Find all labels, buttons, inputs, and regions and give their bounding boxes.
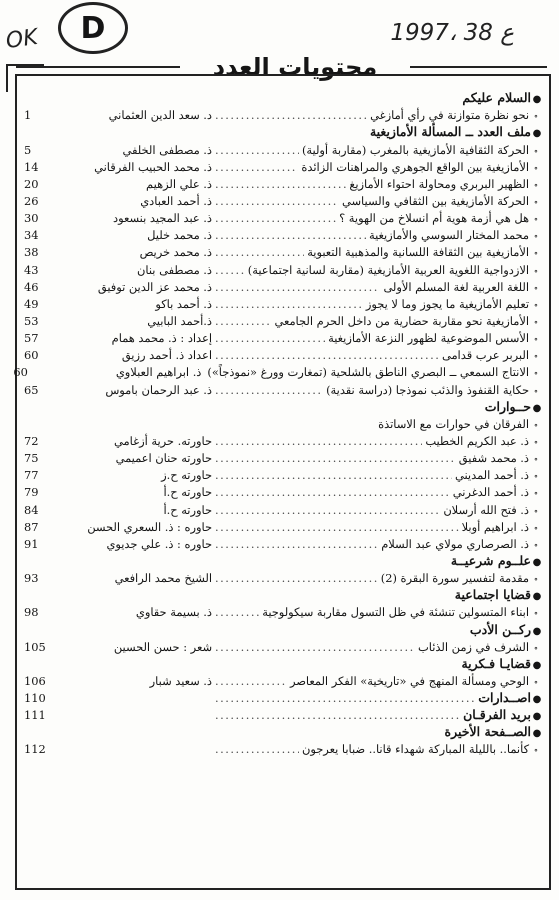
page-number: 14 bbox=[24, 159, 39, 174]
dot-leader bbox=[215, 742, 299, 756]
entry-title: الازدواجية اللغوية العربية الأمازيغية (مقاربة لسانية اجتماعية) bbox=[247, 262, 529, 277]
page-number: 110 bbox=[24, 691, 46, 706]
section-heading-row bbox=[24, 88, 543, 105]
entry-title: الفرقان في حوارات مع الاساتذة bbox=[378, 416, 529, 431]
contents-entry bbox=[24, 139, 543, 156]
section-title: ملف العدد ــ المسألة الأمازيغية bbox=[369, 124, 531, 140]
entry-author: د. سعد الدين العثماني bbox=[108, 108, 212, 123]
entry-title: الحركة الأمازيغية بين الثقافي والسياسي bbox=[342, 193, 529, 208]
bullet-icon: ● bbox=[532, 659, 542, 671]
entry-author: حاورته ح.أ bbox=[163, 502, 212, 517]
entry-title: اللغة العربية لغة المسلم الأولى bbox=[383, 279, 529, 294]
section-title: اصــدارات bbox=[478, 690, 531, 706]
dot-leader bbox=[215, 177, 346, 191]
entry-author: حاوره : ذ. السعري الحسن bbox=[87, 519, 212, 534]
bullet-icon: ∘ bbox=[533, 455, 539, 466]
dot-leader bbox=[215, 537, 378, 551]
section-heading-row bbox=[24, 122, 543, 139]
contents-entry bbox=[24, 105, 543, 122]
entry-title: ذ. أحمد الدغرني bbox=[452, 485, 529, 500]
page-number: 1 bbox=[24, 108, 32, 123]
entry-author: ذ. محمد الحبيب الفرقاني bbox=[94, 159, 212, 174]
entry-author: حاوره : ذ. علي جديوي bbox=[106, 536, 212, 551]
page-number: 87 bbox=[24, 519, 39, 534]
section-heading-row bbox=[24, 705, 543, 722]
page-number: 38 bbox=[24, 245, 39, 260]
entry-author: ذ. عبد الرحمان باموس bbox=[105, 382, 212, 397]
bullet-icon: ● bbox=[532, 128, 542, 140]
section-heading-row bbox=[24, 688, 543, 705]
page-number: 46 bbox=[24, 279, 39, 294]
section-title: بريد الفرقـان bbox=[463, 707, 531, 723]
contents-entry bbox=[13, 362, 543, 380]
bullet-icon: ∘ bbox=[533, 146, 539, 157]
bullet-icon: ∘ bbox=[533, 609, 539, 620]
entry-title: ابناء المتسولين تنشئة في ظل التسول مقاربة سيكولوجية bbox=[262, 605, 529, 620]
dot-leader bbox=[215, 211, 336, 225]
entry-title: تعليم الأمازيغية ما يجوز وما لا يجوز bbox=[365, 296, 529, 311]
circled-letter: D bbox=[80, 10, 106, 46]
page-number: 30 bbox=[24, 211, 39, 226]
entry-title: الانتاج السمعي ــ البصري الناطق بالشلحية (تمغارت وورغ «نموذجاً») bbox=[207, 365, 529, 380]
entry-title: الحركة الثقافية الأمازيغية بالمغرب (مقاربة أولية) bbox=[301, 142, 529, 157]
section-title: قضايـا فـكرية bbox=[461, 655, 531, 671]
dot-leader bbox=[215, 434, 422, 448]
dot-leader bbox=[215, 194, 339, 208]
contents-entry bbox=[24, 602, 543, 619]
handwritten-ok-note: OK bbox=[4, 24, 40, 55]
bullet-icon: ● bbox=[532, 94, 542, 106]
entry-author: ذ. أحمد باكو bbox=[155, 296, 212, 311]
contents-list bbox=[13, 88, 543, 757]
section-title: الصــفحة الأخيرة bbox=[444, 724, 531, 740]
dot-leader bbox=[215, 331, 325, 345]
dot-leader bbox=[215, 314, 271, 328]
contents-entry bbox=[24, 517, 543, 534]
entry-title: ذ. الصرصاري مولاي عبد السلام bbox=[381, 536, 529, 551]
bullet-icon: ∘ bbox=[533, 180, 539, 191]
entry-title: الوحي ومسألة المنهج في «تاريخية» الفكر المعاصر bbox=[289, 673, 529, 688]
contents-entry bbox=[24, 259, 543, 276]
dot-leader bbox=[215, 245, 304, 259]
entry-title: الظهير البربري ومحاولة احتواء الأمازيغ bbox=[349, 176, 529, 191]
bullet-icon: ∘ bbox=[533, 112, 539, 123]
dot-leader bbox=[215, 263, 245, 277]
bullet-icon: ● bbox=[532, 711, 542, 723]
dot-leader bbox=[215, 143, 299, 157]
bullet-icon: ∘ bbox=[533, 489, 539, 500]
bullet-icon: ● bbox=[532, 728, 542, 740]
section-title: علــوم شرعيــة bbox=[450, 552, 531, 568]
contents-entry bbox=[24, 242, 543, 259]
entry-title: مقدمة لتفسير سورة البقرة (2) bbox=[380, 571, 529, 586]
dot-leader bbox=[215, 708, 460, 722]
entry-author: ذ. مصطفى الخلفي bbox=[122, 142, 212, 157]
section-title: ركــن الأدب bbox=[469, 621, 531, 637]
entry-title: البربر عرب قدامى bbox=[441, 348, 529, 363]
contents-entry bbox=[24, 157, 543, 174]
contents-entry bbox=[24, 294, 543, 311]
dot-leader bbox=[215, 451, 456, 465]
page-number: 65 bbox=[24, 382, 39, 397]
page-number: 111 bbox=[24, 708, 46, 723]
dot-leader bbox=[215, 691, 475, 705]
entry-author: ذ. علي الزهيم bbox=[146, 176, 212, 191]
contents-entry bbox=[24, 191, 543, 208]
entry-author: ذ. محمد خريص bbox=[139, 245, 212, 260]
bullet-icon: ● bbox=[532, 694, 542, 706]
page-number: 60 bbox=[24, 348, 39, 363]
dot-leader bbox=[215, 640, 415, 654]
contents-entry bbox=[24, 448, 543, 465]
contents-entry bbox=[24, 671, 543, 688]
bullet-icon: ∘ bbox=[533, 317, 539, 328]
entry-author: ذ. محمد خليل bbox=[147, 228, 212, 243]
section-heading-row bbox=[24, 551, 543, 568]
bullet-icon: ∘ bbox=[533, 249, 539, 260]
bullet-icon: ∘ bbox=[533, 335, 539, 346]
contents-entry bbox=[24, 482, 543, 499]
page-number: 49 bbox=[24, 296, 39, 311]
contents-entry bbox=[24, 637, 543, 654]
bullet-icon: ● bbox=[532, 402, 542, 414]
bullet-icon: ∘ bbox=[533, 437, 539, 448]
dot-leader bbox=[215, 605, 259, 619]
dot-leader bbox=[215, 280, 380, 294]
entry-title: ذ. فتح الله أرسلان bbox=[443, 502, 529, 517]
page-number: 53 bbox=[24, 313, 39, 328]
bullet-icon: ∘ bbox=[533, 575, 539, 586]
entry-author: حاورته. حرية أزغامي bbox=[114, 433, 212, 448]
entry-title: الأمازيغية بين الثقافة اللسانية والمذهبية التعبوية bbox=[307, 245, 529, 260]
page-number: 75 bbox=[24, 451, 39, 466]
dot-leader bbox=[215, 160, 298, 174]
bullet-icon: ∘ bbox=[533, 677, 539, 688]
contents-entry bbox=[24, 431, 543, 448]
entry-title: الأمازيغية بين الواقع الجوهري والمراهنات الزائدة bbox=[301, 159, 529, 174]
bullet-icon: ∘ bbox=[533, 283, 539, 294]
section-title: حــوارات bbox=[484, 398, 531, 414]
page-number: 106 bbox=[24, 673, 46, 688]
page-number: 72 bbox=[24, 433, 39, 448]
entry-author: الشيخ محمد الرافعي bbox=[114, 571, 212, 586]
contents-entry bbox=[24, 345, 543, 362]
contents-entry bbox=[24, 379, 543, 396]
entry-author: ذ. سعيد شبار bbox=[149, 673, 212, 688]
dot-leader bbox=[215, 383, 323, 397]
page-number: 60 bbox=[13, 365, 28, 380]
bullet-icon: ∘ bbox=[533, 746, 539, 757]
entry-author: ذ. مصطفى بنان bbox=[137, 262, 212, 277]
entry-title: حكاية القنفوذ والذئب نموذجا (دراسة نقدية) bbox=[326, 382, 529, 397]
entry-title: ذ. عبد الكريم الخطيب bbox=[425, 433, 529, 448]
entry-title: ذ. أحمد المديني bbox=[454, 468, 529, 483]
contents-entry bbox=[24, 534, 543, 551]
entry-author: ذ. أحمد العبادي bbox=[140, 193, 212, 208]
section-heading-row bbox=[24, 654, 543, 671]
bullet-icon: ∘ bbox=[533, 232, 539, 243]
entry-author: اعداد ذ. أحمد رزيق bbox=[121, 348, 212, 363]
entry-author: حاورته حنان اعميمي bbox=[115, 451, 212, 466]
page-number: 79 bbox=[24, 485, 39, 500]
dot-leader bbox=[215, 297, 363, 311]
dot-leader bbox=[215, 674, 287, 688]
page-number: 26 bbox=[24, 193, 39, 208]
page-number: 20 bbox=[24, 176, 39, 191]
entry-title: كأنما.. بالليلة المباركة شهداء قانا.. ضبابا يعرجون bbox=[302, 742, 529, 757]
contents-entry bbox=[24, 277, 543, 294]
dot-leader bbox=[215, 108, 367, 122]
entry-author: ذ. بسيمة حقاوي bbox=[135, 605, 212, 620]
bullet-icon: ∘ bbox=[533, 643, 539, 654]
bullet-icon: ∘ bbox=[533, 386, 539, 397]
dot-leader bbox=[215, 571, 378, 585]
entry-title: ذ. ابراهيم أوبلا bbox=[461, 519, 529, 534]
page-number: 5 bbox=[24, 142, 32, 157]
entry-author: ذ. عبد المجيد بنسعود bbox=[113, 211, 212, 226]
entry-author: ذ.أحمد البابيي bbox=[147, 313, 212, 328]
bullet-icon: ∘ bbox=[533, 197, 539, 208]
bullet-icon: ∘ bbox=[533, 472, 539, 483]
entry-title: الأمازيغية نحو مقاربة حضارية من داخل الحرم الجامعي bbox=[274, 313, 529, 328]
bullet-icon: ∘ bbox=[533, 163, 539, 174]
bullet-icon: ● bbox=[532, 591, 542, 603]
bullet-icon: ● bbox=[532, 556, 542, 568]
page-number: 77 bbox=[24, 468, 39, 483]
section-title: السلام عليكم bbox=[462, 90, 531, 106]
entry-author: حاورته ح.أ bbox=[163, 485, 212, 500]
page-number: 105 bbox=[24, 639, 46, 654]
entry-author: ذ. محمد عز الدين توفيق bbox=[97, 279, 212, 294]
bullet-icon: ∘ bbox=[533, 420, 539, 431]
contents-entry bbox=[24, 311, 543, 328]
contents-entry bbox=[24, 414, 543, 431]
page-number: 43 bbox=[24, 262, 39, 277]
entry-author: ذ. ابراهيم العبلاوي bbox=[115, 365, 202, 380]
section-heading-row bbox=[24, 397, 543, 414]
section-title: قضايا اجتماعية bbox=[454, 587, 531, 603]
bullet-icon: ∘ bbox=[533, 506, 539, 517]
contents-entry bbox=[24, 328, 543, 345]
dot-leader bbox=[215, 228, 366, 242]
contents-entry bbox=[24, 568, 543, 585]
entry-title: نحو نظرة متوازنة في رأي أمازغي bbox=[370, 108, 529, 123]
page-number: 84 bbox=[24, 502, 39, 517]
section-heading-row bbox=[24, 619, 543, 636]
dot-leader bbox=[215, 348, 439, 362]
contents-entry bbox=[24, 499, 543, 516]
section-heading-row bbox=[24, 585, 543, 602]
page-number: 34 bbox=[24, 228, 39, 243]
entry-title: الشرف في زمن الذئاب bbox=[418, 639, 529, 654]
bullet-icon: ∘ bbox=[533, 300, 539, 311]
bullet-icon: ∘ bbox=[533, 540, 539, 551]
page-number: 112 bbox=[24, 742, 46, 757]
bullet-icon: ∘ bbox=[533, 369, 539, 380]
section-heading-row bbox=[24, 722, 543, 739]
page-number: 91 bbox=[24, 536, 39, 551]
dot-leader bbox=[215, 468, 452, 482]
page-title: محتويات العدد bbox=[180, 53, 410, 81]
bullet-icon: ● bbox=[532, 625, 542, 637]
dot-leader bbox=[215, 485, 450, 499]
page-number: 57 bbox=[24, 331, 39, 346]
contents-entry bbox=[24, 465, 543, 482]
bullet-icon: ∘ bbox=[533, 523, 539, 534]
entry-author: إعداد : ذ. محمد همام bbox=[111, 331, 212, 346]
contents-entry bbox=[24, 174, 543, 191]
entry-title: الأسس الموضوعية لظهور النزعة الأمازيغية bbox=[328, 331, 529, 346]
bullet-icon: ∘ bbox=[533, 352, 539, 363]
entry-title: محمد المختار السوسي والأمازيغية bbox=[368, 228, 529, 243]
dot-leader bbox=[215, 503, 440, 517]
circled-letter-mark bbox=[58, 2, 128, 54]
entry-title: ذ. محمد شفيق bbox=[458, 451, 529, 466]
entry-title: هل هي أزمة هوية أم انسلاخ من الهوية ؟ bbox=[339, 211, 529, 226]
dot-leader bbox=[215, 520, 459, 534]
contents-entry bbox=[24, 739, 543, 756]
page-number: 93 bbox=[24, 571, 39, 586]
bullet-icon: ∘ bbox=[533, 215, 539, 226]
page-number: 98 bbox=[24, 605, 39, 620]
bullet-icon: ∘ bbox=[533, 266, 539, 277]
entry-author: حاورته ح.ز bbox=[161, 468, 212, 483]
entry-author: شعر : حسن الحسين bbox=[113, 639, 212, 654]
contents-entry bbox=[24, 208, 543, 225]
contents-entry bbox=[24, 225, 543, 242]
handwritten-reference: 1997، 38 ع bbox=[390, 20, 514, 46]
